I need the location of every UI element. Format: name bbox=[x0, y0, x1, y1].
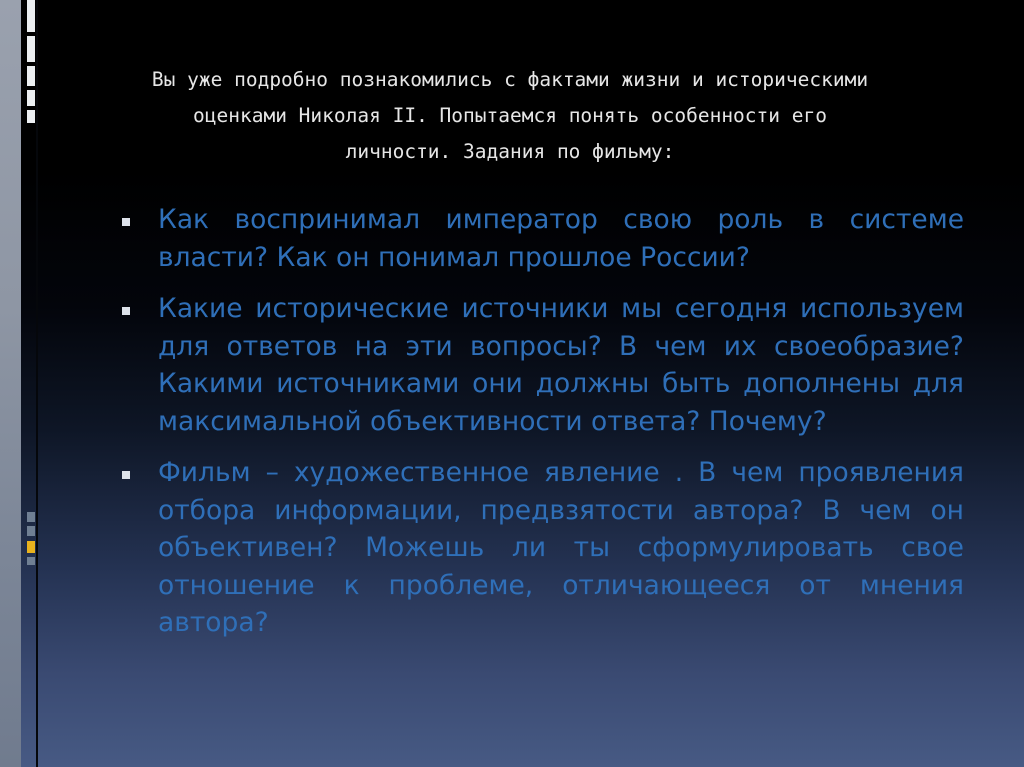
square-bullet-icon bbox=[122, 471, 130, 479]
bullet-item bbox=[118, 290, 964, 440]
left-divider-line bbox=[36, 0, 38, 767]
accent-squares-decoration bbox=[27, 512, 35, 566]
slide-title: Вы уже подробно познакомились с фактами жизни и историческими оценками Николая II. Попытаемся понять особенности его личности. Задания по фильму: bbox=[151, 68, 869, 163]
bullet-item bbox=[118, 201, 964, 276]
bullet-text: Фильм – художественное явление . В чем проявления отбора информации, предвзятости автора? В чем он объективен? Можешь ли ты сформулировать свое отношение к проблеме, отличающееся от мнения автора? bbox=[158, 457, 964, 638]
bullet-item bbox=[118, 454, 964, 642]
square-bullet-icon bbox=[122, 218, 130, 226]
top-bars-decoration bbox=[27, 0, 35, 134]
bullet-list bbox=[118, 201, 964, 656]
bullet-text: Какие исторические источники мы сегодня используем для ответов на эти вопросы? В чем их своеобразие? Какими источниками они должны быть дополнены для максимальной объективности ответа? Почему? bbox=[158, 293, 964, 437]
square-bullet-icon bbox=[122, 307, 130, 315]
bullet-text: Как воспринимал император свою роль в системе власти? Как он понимал прошлое России? bbox=[158, 204, 964, 273]
left-decorative-strip bbox=[0, 0, 21, 767]
